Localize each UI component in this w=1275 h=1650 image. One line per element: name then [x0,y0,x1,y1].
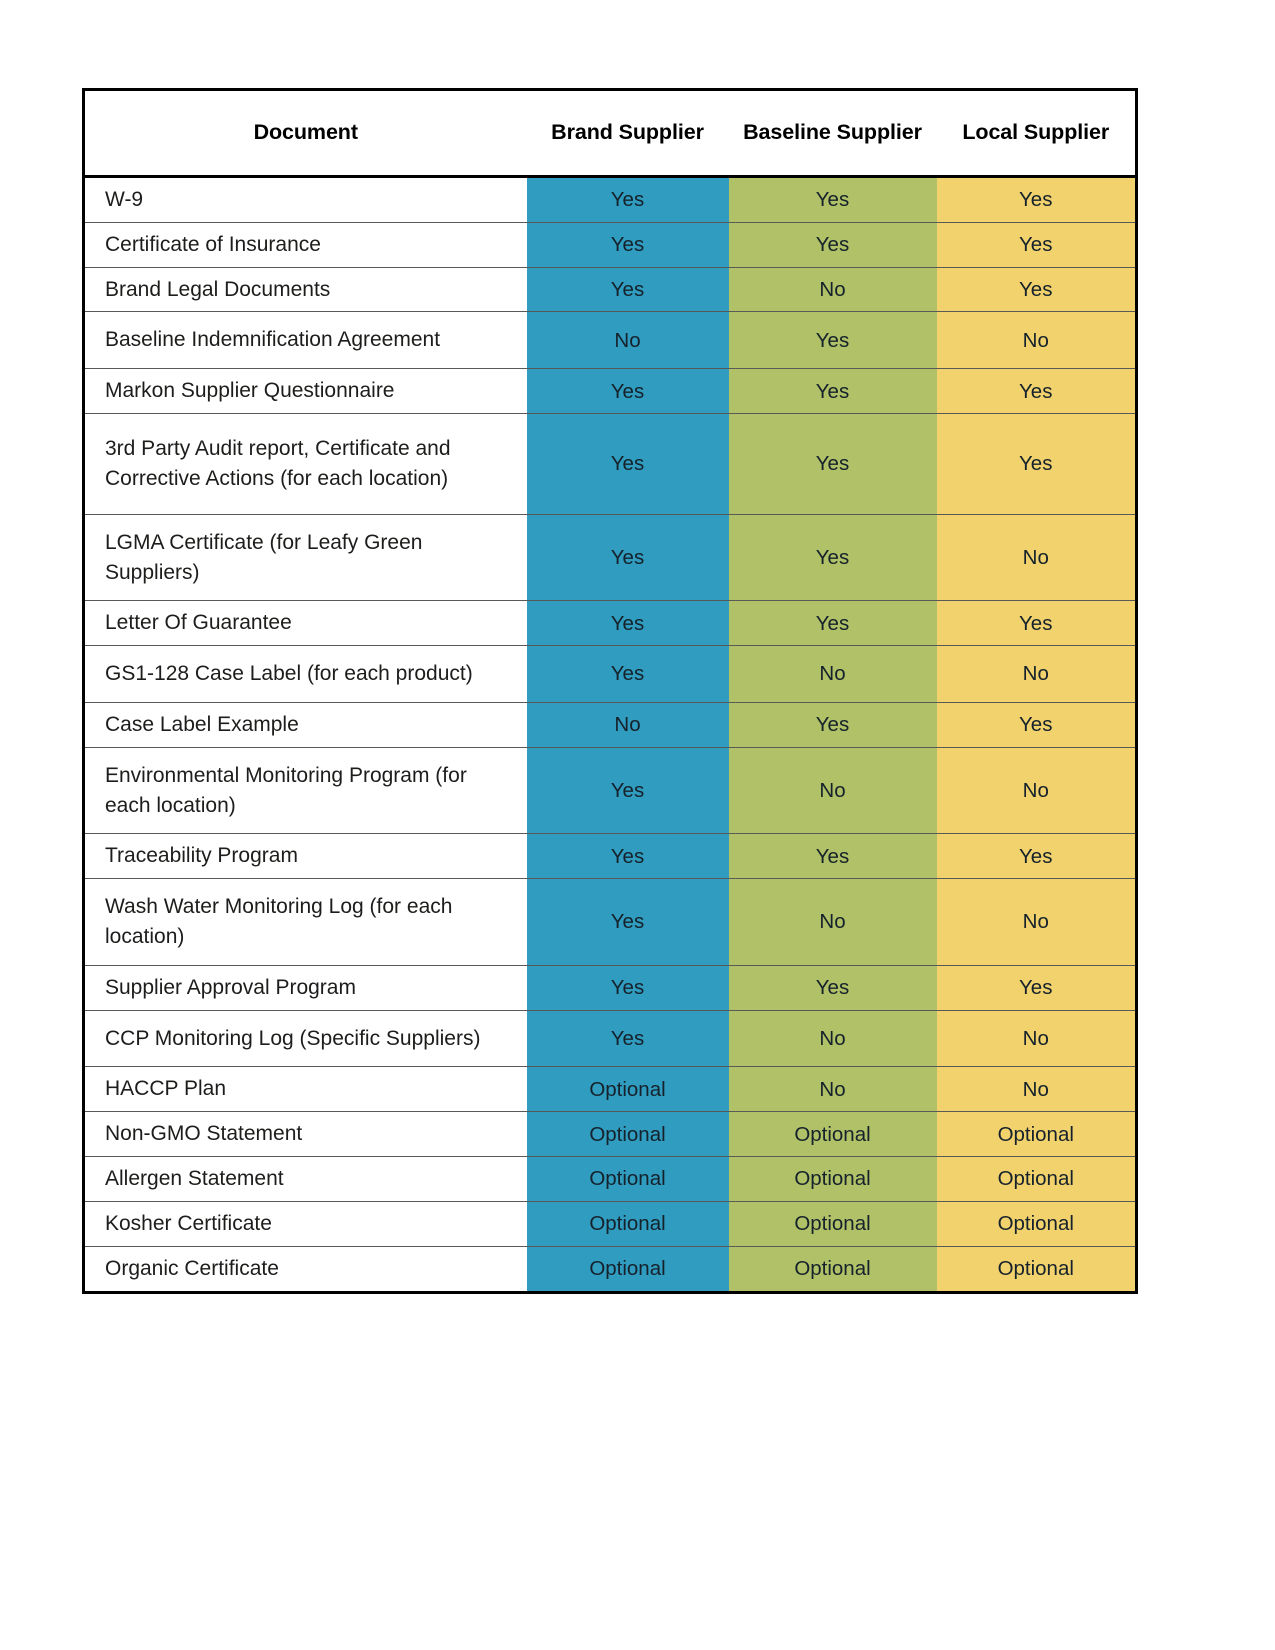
cell-brand-requirement: Yes [527,879,729,966]
cell-baseline-requirement: Yes [729,177,937,223]
table-row [84,965,1137,1010]
cell-baseline-requirement: Yes [729,965,937,1010]
cell-brand-requirement: Yes [527,222,729,267]
cell-baseline-requirement: Optional [729,1157,937,1202]
cell-local-requirement: Yes [937,267,1137,312]
table-row [84,646,1137,703]
column-header-brand-supplier: Brand Supplier [527,90,729,177]
cell-document-name: Markon Supplier Questionnaire [84,369,527,414]
table-row [84,834,1137,879]
cell-baseline-requirement: No [729,879,937,966]
cell-local-requirement: No [937,1010,1137,1067]
cell-document-name: LGMA Certificate (for Leafy Green Suppliers) [84,514,527,601]
table-row [84,747,1137,834]
table-row [84,601,1137,646]
cell-document-name: 3rd Party Audit report, Certificate and Corrective Actions (for each location) [84,414,527,515]
table-row [84,879,1137,966]
cell-baseline-requirement: No [729,1067,937,1112]
cell-brand-requirement: Yes [527,747,729,834]
cell-local-requirement: Yes [937,369,1137,414]
table-row [84,369,1137,414]
cell-local-requirement: Yes [937,414,1137,515]
cell-local-requirement: Optional [937,1157,1137,1202]
table-row [84,177,1137,223]
cell-brand-requirement: Yes [527,177,729,223]
cell-brand-requirement: Optional [527,1157,729,1202]
cell-local-requirement: No [937,879,1137,966]
cell-brand-requirement: No [527,312,729,369]
cell-document-name: GS1-128 Case Label (for each product) [84,646,527,703]
cell-document-name: HACCP Plan [84,1067,527,1112]
table-row [84,267,1137,312]
cell-local-requirement: Optional [937,1112,1137,1157]
table-row [84,1246,1137,1292]
cell-document-name: Kosher Certificate [84,1201,527,1246]
cell-local-requirement: Yes [937,965,1137,1010]
cell-baseline-requirement: No [729,1010,937,1067]
cell-document-name: Supplier Approval Program [84,965,527,1010]
cell-document-name: Organic Certificate [84,1246,527,1292]
cell-document-name: W-9 [84,177,527,223]
cell-document-name: Traceability Program [84,834,527,879]
cell-brand-requirement: Yes [527,414,729,515]
cell-baseline-requirement: Yes [729,414,937,515]
table-row [84,1067,1137,1112]
table-head [84,90,1137,177]
cell-document-name: Case Label Example [84,702,527,747]
cell-baseline-requirement: No [729,646,937,703]
column-header-document: Document [84,90,527,177]
cell-baseline-requirement: No [729,267,937,312]
cell-local-requirement: No [937,1067,1137,1112]
cell-local-requirement: Optional [937,1246,1137,1292]
table-row [84,222,1137,267]
cell-document-name: Environmental Monitoring Program (for each location) [84,747,527,834]
cell-local-requirement: Yes [937,601,1137,646]
cell-baseline-requirement: Yes [729,369,937,414]
column-header-baseline-supplier: Baseline Supplier [729,90,937,177]
cell-local-requirement: Yes [937,834,1137,879]
cell-brand-requirement: Yes [527,514,729,601]
supplier-document-requirements-table [82,88,1138,1294]
cell-document-name: Certificate of Insurance [84,222,527,267]
cell-local-requirement: Optional [937,1201,1137,1246]
table-row [84,1201,1137,1246]
cell-document-name: Non-GMO Statement [84,1112,527,1157]
cell-local-requirement: Yes [937,177,1137,223]
cell-brand-requirement: Optional [527,1201,729,1246]
table-header-row [84,90,1137,177]
cell-brand-requirement: No [527,702,729,747]
cell-document-name: Letter Of Guarantee [84,601,527,646]
table-row [84,1112,1137,1157]
cell-brand-requirement: Yes [527,965,729,1010]
cell-local-requirement: No [937,747,1137,834]
cell-local-requirement: No [937,646,1137,703]
cell-document-name: Allergen Statement [84,1157,527,1202]
cell-baseline-requirement: Optional [729,1246,937,1292]
cell-brand-requirement: Optional [527,1112,729,1157]
cell-document-name: Baseline Indemnification Agreement [84,312,527,369]
cell-local-requirement: Yes [937,222,1137,267]
table-row [84,1010,1137,1067]
table-row [84,1157,1137,1202]
cell-baseline-requirement: Yes [729,834,937,879]
column-header-local-supplier: Local Supplier [937,90,1137,177]
cell-baseline-requirement: Yes [729,312,937,369]
cell-brand-requirement: Optional [527,1067,729,1112]
cell-brand-requirement: Optional [527,1246,729,1292]
cell-brand-requirement: Yes [527,267,729,312]
cell-brand-requirement: Yes [527,646,729,703]
cell-baseline-requirement: Optional [729,1112,937,1157]
table-body [84,177,1137,1293]
cell-local-requirement: No [937,514,1137,601]
cell-baseline-requirement: Yes [729,702,937,747]
table-row [84,414,1137,515]
cell-baseline-requirement: Yes [729,514,937,601]
cell-brand-requirement: Yes [527,601,729,646]
requirements-table-container [82,88,1135,1294]
table-row [84,312,1137,369]
cell-document-name: CCP Monitoring Log (Specific Suppliers) [84,1010,527,1067]
cell-document-name: Brand Legal Documents [84,267,527,312]
cell-baseline-requirement: Yes [729,601,937,646]
cell-document-name: Wash Water Monitoring Log (for each location) [84,879,527,966]
cell-baseline-requirement: No [729,747,937,834]
cell-baseline-requirement: Optional [729,1201,937,1246]
cell-brand-requirement: Yes [527,1010,729,1067]
cell-brand-requirement: Yes [527,834,729,879]
cell-baseline-requirement: Yes [729,222,937,267]
table-row [84,514,1137,601]
cell-local-requirement: No [937,312,1137,369]
cell-brand-requirement: Yes [527,369,729,414]
table-row [84,702,1137,747]
cell-local-requirement: Yes [937,702,1137,747]
